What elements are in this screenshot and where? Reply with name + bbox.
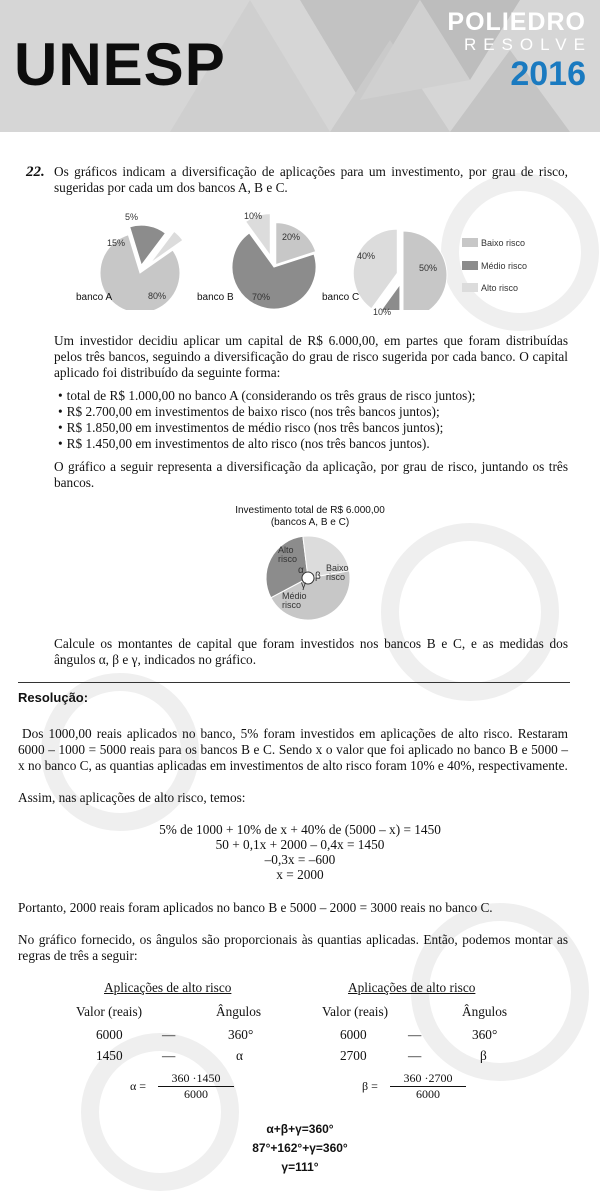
bank-b-medio-value: 70% [252, 292, 271, 302]
right-table-title: Aplicações de alto risco [348, 980, 476, 995]
question-paragraph-1: Um investidor decidiu aplicar um capital de R$ 6.000,00, em partes que foram distribuídas pelos três bancos, seguindo a diversificação do grau de risco sugerida por cada banco. O capital aplicado foi distribuído da seguinte forma: [54, 333, 568, 380]
legend-swatch-baixo [462, 238, 478, 247]
resolution-paragraph-2: Assim, nas aplicações de alto risco, temos: [18, 790, 246, 805]
total-chart-subtitle: (bancos A, B e C) [270, 517, 350, 528]
alto-word: Alto [278, 545, 294, 555]
left-r1-value: 6000 [96, 1027, 123, 1042]
exam-year: 2016 [510, 55, 586, 93]
exam-name: UNESP [14, 31, 226, 98]
total-baixo-label [326, 564, 349, 582]
legend-alto: Alto risco [481, 283, 519, 293]
equation-line: –0,3x = –600 [264, 852, 336, 867]
equation-line: 50 + 0,1x + 2000 – 0,4x = 1450 [215, 837, 385, 852]
gamma-label: γ [301, 580, 306, 591]
bank-a-label: banco A [76, 292, 113, 303]
total-medio-label [282, 592, 307, 610]
final-line: γ=111° [281, 1160, 319, 1174]
equation-line: 5% de 1000 + 10% de x + 40% de (5000 – x) = 1450 [159, 822, 441, 837]
question-paragraph-3: Calcule os montantes de capital que foram investidos nos bancos B e C, e as medidas dos ângulos α, β e γ, indicados no gráfico. [54, 636, 568, 667]
total-chart-title-line: Investimento total de R$ 6.000,00 [235, 505, 385, 516]
bank-c-label: banco C [322, 292, 360, 303]
bank-a-baixo-value: 80% [148, 291, 167, 301]
bank-b-baixo-value: 20% [282, 232, 301, 242]
left-r2-angle: α [236, 1048, 243, 1063]
legend-swatch-medio [462, 261, 478, 270]
alpha-numerator: 360 ·1450 [158, 1071, 234, 1087]
right-r2-dash: — [408, 1048, 422, 1063]
poliedro-logo [447, 8, 592, 94]
resolution-title: Resolução: [18, 690, 89, 705]
final-equations [200, 1120, 400, 1177]
header-banner [0, 0, 600, 132]
alpha-fraction [158, 1071, 234, 1102]
total-chart-title [200, 505, 420, 529]
list-item: • R$ 1.450,00 em investimentos de alto risco (nos três bancos juntos). [58, 436, 475, 452]
beta-equation-lhs: β = [362, 1079, 378, 1093]
final-line: 87°+162°+γ=360° [252, 1141, 348, 1155]
final-line: α+β+γ=360° [266, 1122, 334, 1136]
alpha-equation-lhs: α = [130, 1079, 147, 1093]
separator-line [18, 682, 570, 683]
risco-word: risco [282, 600, 302, 610]
left-col-angle: Ângulos [216, 1004, 262, 1019]
right-r1-dash: — [408, 1027, 422, 1042]
equation-block [100, 822, 500, 882]
left-col-value: Valor (reais) [76, 1004, 143, 1019]
resolution-paragraph-1: Dos 1000,00 reais aplicados no banco, 5% foram investidos em aplicações de alto risco. Restaram 6000 – 1000 = 5000 reais para os bancos B e C. Sendo x o valor que foi aplicado no banco B e 5000 – x no banco C, as quantias aplicadas em investimentos de alto risco foram 10% e 40%, respectivamente. [18, 726, 568, 773]
list-item: • R$ 1.850,00 em investimentos de médio risco (nos três bancos juntos); [58, 420, 475, 436]
resolution-paragraph-3: Portanto, 2000 reais foram aplicados no banco B e 5000 – 2000 = 3000 reais no banco C. [18, 900, 493, 915]
left-r2-value: 1450 [96, 1048, 123, 1063]
right-r1-value: 6000 [340, 1027, 367, 1042]
left-table-title: Aplicações de alto risco [104, 980, 232, 995]
right-r2-angle: β [480, 1048, 487, 1063]
baixo-word: Baixo [326, 563, 349, 573]
risco-word: risco [326, 572, 346, 582]
legend-medio: Médio risco [481, 261, 528, 271]
bank-a-alto-value: 5% [125, 212, 139, 222]
question-paragraph-2: O gráfico a seguir representa a diversificação da aplicação, por grau de risco, juntando os três bancos. [54, 459, 568, 490]
risco-word: risco [278, 554, 298, 564]
question-intro: Os gráficos indicam a diversificação de aplicações para um investimento, por grau de risco, sugeridas por cada um dos bancos A, B e C. [54, 164, 568, 195]
beta-fraction [390, 1071, 466, 1102]
brand-subtitle: RESOLVE [463, 35, 592, 54]
beta-numerator: 360 ·2700 [390, 1071, 466, 1087]
total-alto-label [278, 546, 297, 564]
left-r1-angle: 360° [228, 1027, 254, 1042]
question-number: 22. [26, 164, 45, 180]
right-r1-angle: 360° [472, 1027, 498, 1042]
legend-baixo: Baixo risco [481, 238, 526, 248]
distribution-list [58, 388, 475, 452]
legend-swatch-alto [462, 283, 478, 292]
right-r2-value: 2700 [340, 1048, 367, 1063]
bank-b-label: banco B [197, 292, 234, 303]
equation-line: x = 2000 [276, 867, 324, 882]
bank-c-baixo-value: 50% [419, 263, 438, 273]
right-col-value: Valor (reais) [322, 1004, 389, 1019]
right-col-angle: Ângulos [462, 1004, 508, 1019]
alpha-denominator: 6000 [184, 1087, 208, 1101]
alpha-label: α [298, 565, 304, 576]
resolution-paragraph-4: No gráfico fornecido, os ângulos são proporcionais às quantias aplicadas. Então, podemos montar as regras de três a seguir: [18, 932, 568, 963]
list-item: • R$ 2.700,00 em investimentos de baixo risco (nos três bancos juntos); [58, 404, 475, 420]
bank-b-alto-value: 10% [244, 211, 263, 221]
beta-denominator: 6000 [416, 1087, 440, 1101]
bank-c-alto-value: 40% [357, 251, 376, 261]
beta-label: β [315, 571, 321, 582]
left-r2-dash: — [162, 1048, 176, 1063]
brand-name: POLIEDRO [447, 8, 586, 36]
medio-word: Médio [282, 591, 307, 601]
list-item: • total de R$ 1.000,00 no banco A (considerando os três graus de risco juntos); [58, 388, 475, 404]
bank-c-medio-value: 10% [373, 307, 392, 317]
left-r1-dash: — [162, 1027, 176, 1042]
bank-a-medio-value: 15% [107, 238, 126, 248]
